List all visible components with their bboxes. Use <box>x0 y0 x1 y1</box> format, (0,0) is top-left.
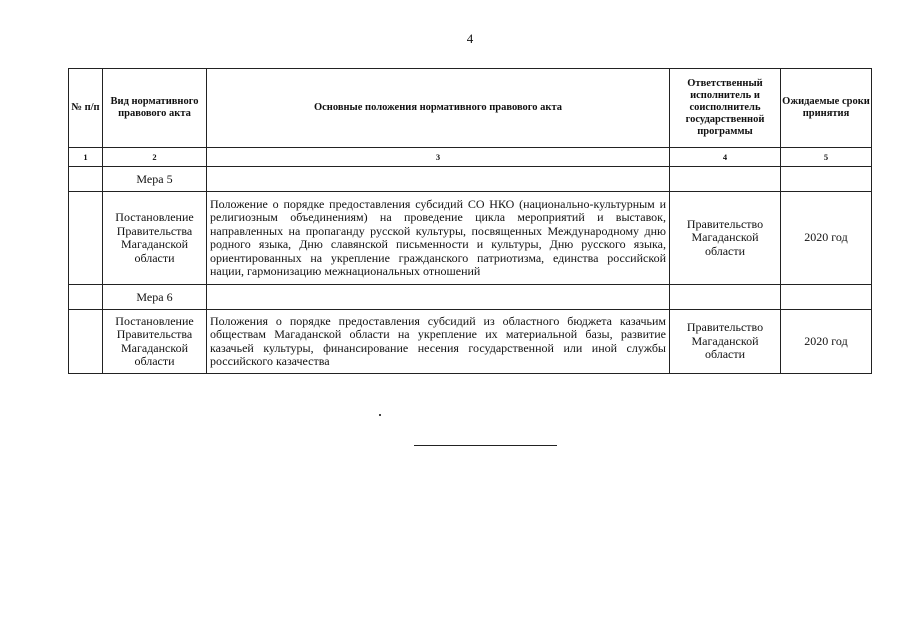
provisions-cell: Положение о порядке предоставления субсидий СО НКО (национально-культурным и религиозным объединениям) на проведение цикла мероприятий и выставок, направленных на пропаганду русской культуры, посвященных Международному дню родного языка, Дню славянской письменности и культуры, Дню русского языка, ориентированных на укрепление гражданского патриотизма, единства российской нации, гармонизацию межнациональных отношений <box>207 192 670 285</box>
column-number: 2 <box>103 148 207 167</box>
row-number-cell <box>69 192 103 285</box>
empty-cell <box>207 285 670 310</box>
executor-cell: Правительство Магаданской области <box>670 192 781 285</box>
term-cell: 2020 год <box>781 310 872 374</box>
empty-cell <box>69 285 103 310</box>
page-number: 4 <box>466 31 474 46</box>
row-number-cell <box>69 310 103 374</box>
column-number: 3 <box>207 148 670 167</box>
act-type-cell: Постановление Правительства Магаданской области <box>103 192 207 285</box>
document-end-line <box>414 445 557 446</box>
column-number: 1 <box>69 148 103 167</box>
header-executor: Ответственный исполнитель и соисполнитель государственной программы <box>670 69 781 148</box>
measure-row <box>69 285 872 310</box>
empty-cell <box>781 167 872 192</box>
header-provisions: Основные положения нормативного правового акта <box>207 69 670 148</box>
column-number: 5 <box>781 148 872 167</box>
scan-artifact-dot <box>379 414 381 416</box>
empty-cell <box>781 285 872 310</box>
measure-row <box>69 167 872 192</box>
header-number: № п/п <box>69 69 103 148</box>
table-row <box>69 310 872 374</box>
provisions-cell: Положения о порядке предоставления субсидий из областного бюджета казачьим обществам Магаданской области на укрепление их материальной базы, развитие казачьей культуры, финансирование несения государственной или иной службы российского казачества <box>207 310 670 374</box>
act-type-cell: Постановление Правительства Магаданской области <box>103 310 207 374</box>
table-row <box>69 192 872 285</box>
executor-cell: Правительство Магаданской области <box>670 310 781 374</box>
empty-cell <box>69 167 103 192</box>
header-term: Ожидаемые сроки принятия <box>781 69 872 148</box>
header-act-type: Вид нормативного правового акта <box>103 69 207 148</box>
empty-cell <box>207 167 670 192</box>
empty-cell <box>670 285 781 310</box>
measure-label: Мера 5 <box>103 167 207 192</box>
measure-label: Мера 6 <box>103 285 207 310</box>
term-cell: 2020 год <box>781 192 872 285</box>
normative-acts-table <box>68 68 872 374</box>
column-number: 4 <box>670 148 781 167</box>
table-header-row <box>69 69 872 148</box>
empty-cell <box>670 167 781 192</box>
column-number-row <box>69 148 872 167</box>
